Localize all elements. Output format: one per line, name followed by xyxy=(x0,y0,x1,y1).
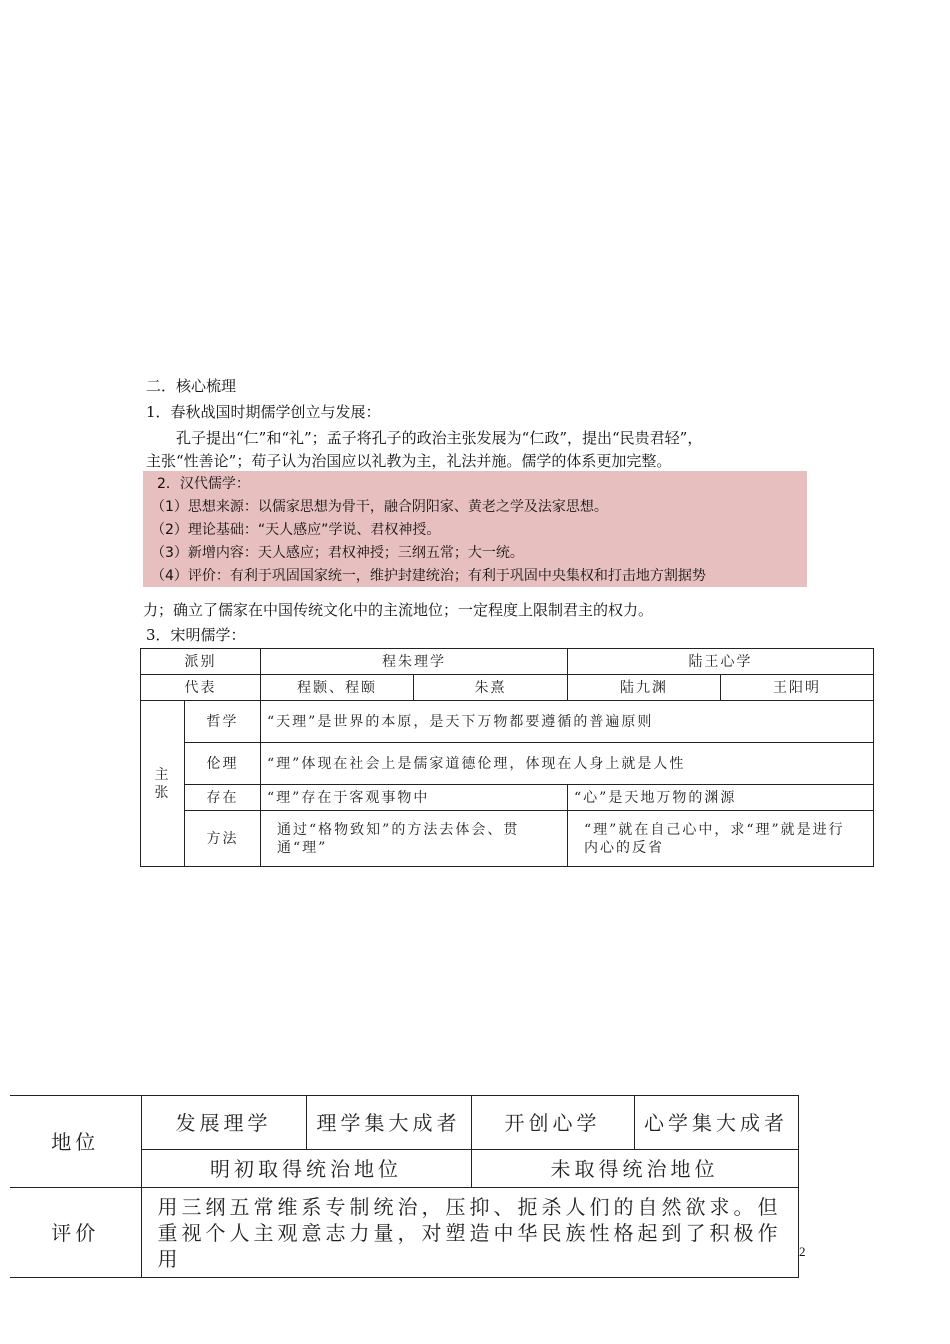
ethics-label: 伦理 xyxy=(185,743,261,785)
status-wang: 心学集大成者 xyxy=(634,1096,798,1150)
rule-status-lu-wang: 未取得统治地位 xyxy=(471,1150,798,1188)
existence-lu-wang: “心”是天地万物的渊源 xyxy=(568,785,874,811)
evaluation-text: 用三纲五常维系专制统治，压抑、扼杀人们的自然欲求。但重视个人主观意志力量，对塑造中华民族性格起到了积极作用 xyxy=(141,1188,798,1278)
status-cheng: 发展理学 xyxy=(141,1096,306,1150)
rep-zhu-xi: 朱熹 xyxy=(414,675,568,701)
status-zhu-xi: 理学集大成者 xyxy=(306,1096,471,1150)
han-confucianism-highlight xyxy=(143,471,807,587)
existence-label: 存在 xyxy=(185,785,261,811)
song-ming-table-continued xyxy=(10,1095,799,1278)
representative-label: 代表 xyxy=(141,675,261,701)
rep-wang-yangming: 王阳明 xyxy=(721,675,874,701)
rep-lu-jiuyuan: 陆九渊 xyxy=(568,675,721,701)
han-item-1: （1）思想来源：以儒家思想为骨干，融合阴阳家、黄老之学及法家思想。 xyxy=(151,499,608,515)
section-title: 二．核心梳理 xyxy=(146,377,237,395)
rule-status-cheng-zhu: 明初取得统治地位 xyxy=(141,1150,471,1188)
page-number: 2 xyxy=(799,1244,806,1259)
evaluation-label: 评价 xyxy=(10,1188,141,1278)
school-cheng-zhu: 程朱理学 xyxy=(261,649,568,675)
rep-cheng-brothers: 程颢、程颐 xyxy=(261,675,414,701)
song-ming-table xyxy=(140,648,874,867)
status-lu: 开创心学 xyxy=(471,1096,634,1150)
section-2-heading: 2．汉代儒学： xyxy=(157,476,250,492)
han-item-4-continuation: 力；确立了儒家在中国传统文化中的主流地位；一定程度上限制君主的权力。 xyxy=(143,601,654,619)
han-item-4: （4）评价：有利于巩固国家统一，维护封建统治；有利于巩固中央集权和打击地方割据势 xyxy=(151,568,706,584)
ethics-text: “理”体现在社会上是儒家道德伦理，体现在人身上就是人性 xyxy=(261,743,874,785)
section-3-heading: 3．宋明儒学： xyxy=(146,626,246,644)
status-label: 地位 xyxy=(10,1096,141,1188)
section-1-paragraph-line-2: 主张“性善论”；荀子认为治国应以礼教为主，礼法并施。儒学的体系更加完整。 xyxy=(146,452,672,470)
existence-cheng-zhu: “理”存在于客观事物中 xyxy=(261,785,568,811)
method-cheng-zhu: 通过“格物致知”的方法去体会、贯通“理” xyxy=(261,811,568,867)
method-lu-wang: “理”就在自己心中，求“理”就是进行内心的反省 xyxy=(568,811,874,867)
philosophy-text: “天理”是世界的本原，是天下万物都要遵循的普遍原则 xyxy=(261,701,874,743)
school-lu-wang: 陆王心学 xyxy=(568,649,874,675)
han-item-2: （2）理论基础：“天人感应”学说、君权神授。 xyxy=(151,522,441,538)
han-item-3: （3）新增内容：天人感应；君权神授；三纲五常；大一统。 xyxy=(151,545,524,561)
section-1-heading: 1．春秋战国时期儒学创立与发展： xyxy=(146,403,381,421)
philosophy-label: 哲学 xyxy=(185,701,261,743)
claims-label: 主张 xyxy=(141,701,185,867)
method-label: 方法 xyxy=(185,811,261,867)
school-label: 派别 xyxy=(141,649,261,675)
section-1-paragraph-line-1: 孔子提出“仁”和“礼”；孟子将孔子的政治主张发展为“仁政”，提出“民贵君轻”， xyxy=(176,429,703,447)
